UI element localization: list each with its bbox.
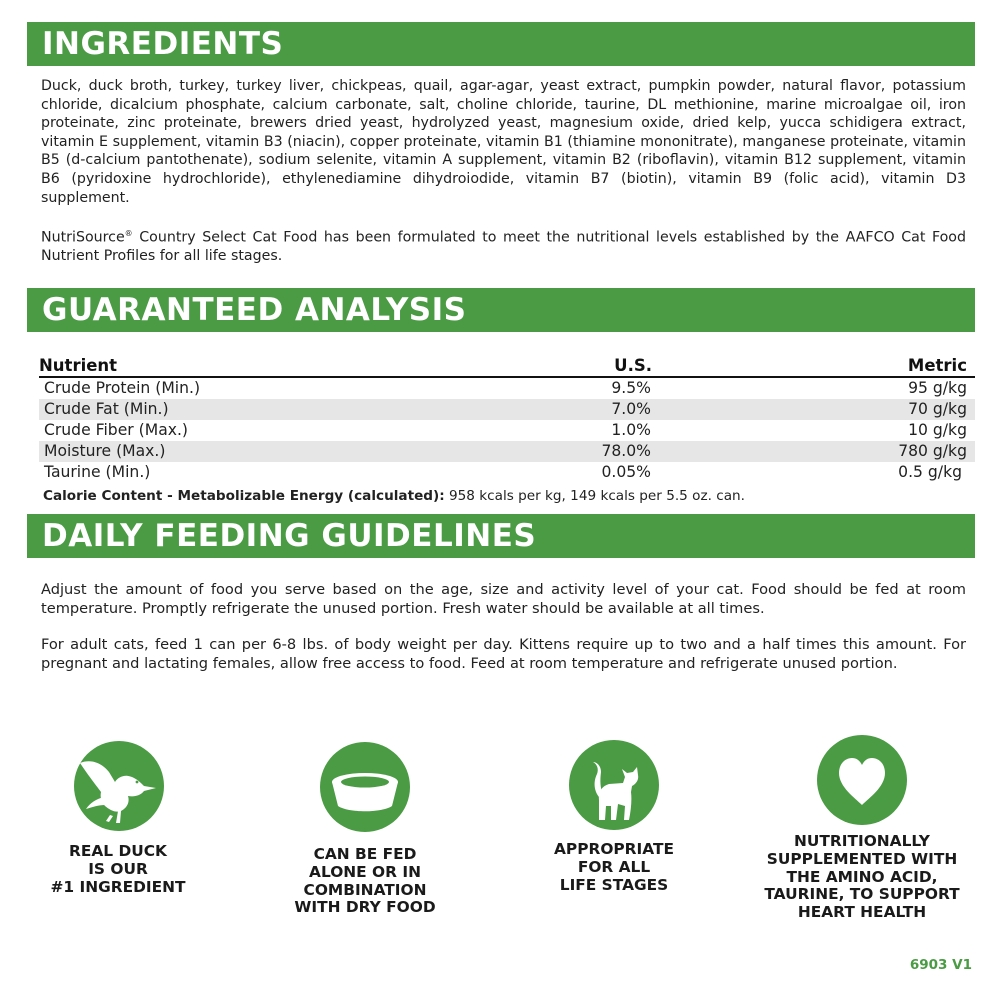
column-us: U.S. xyxy=(614,356,652,375)
us-value: 0.05% xyxy=(601,463,651,481)
calorie-value: 958 kcals per kg, 149 kcals per 5.5 oz. can. xyxy=(444,488,745,504)
table-row xyxy=(39,420,975,441)
aafco-text: Country Select Cat Food has been formulated to meet the nutritional levels established by the AAFCO Cat Food Nutrient Profiles for all life stages. xyxy=(41,229,966,265)
caption-line: WITH DRY FOOD xyxy=(294,898,436,917)
ingredients-banner xyxy=(27,22,975,66)
ingredients-heading: INGREDIENTS xyxy=(42,26,284,62)
caption-line: CAN BE FED xyxy=(313,845,417,863)
cat-icon xyxy=(569,740,659,830)
calorie-label: Calorie Content - Metabolizable Energy (calculated): xyxy=(43,488,445,504)
table-row xyxy=(39,399,975,420)
metric-value: 70 g/kg xyxy=(908,400,967,418)
caption-line: LIFE STAGES xyxy=(559,875,669,894)
metric-value: 780 g/kg xyxy=(898,442,967,460)
column-metric: Metric xyxy=(907,356,967,375)
caption-line: SUPPLEMENTED WITH xyxy=(766,849,958,868)
feature-caption-heart xyxy=(732,833,992,922)
us-value: 1.0% xyxy=(611,421,651,439)
us-value: 9.5% xyxy=(611,379,651,397)
metric-value: 10 g/kg xyxy=(908,421,967,439)
analysis-heading: GUARANTEED ANALYSIS xyxy=(42,292,467,328)
feature-caption-duck xyxy=(0,843,248,896)
duck-icon xyxy=(74,741,164,831)
feeding-paragraph-1: Adjust the amount of food you serve based on the age, size and activity level of your cat. Food should be fed at room temperature. Promptly refrigerate the unused portion. Fresh water should be available at all times. xyxy=(41,581,966,618)
caption-line: IS OUR xyxy=(88,859,148,878)
nutrient-name: Taurine (Min.) xyxy=(44,463,151,481)
ingredients-list: Duck, duck broth, turkey, turkey liver, chickpeas, quail, agar-agar, yeast extract, pumpkin powder, natural flavor, potassium chloride, dicalcium phosphate, calcium carbonate, salt, choline chloride, taurine, DL methionine, marine microalgae oil, iron proteinate, zinc proteinate, brewers dried yeast, hydrolyzed yeast, magnesium oxide, dried kelp, yucca schidigera extract, vitamin E supplement, vitamin B3 (niacin), copper proteinate, vitamin B1 (thiamine mononitrate), manganese proteinate, vitamin B5 (d-calcium pantothenate), sodium selenite, vitamin A supplement, vitamin B2 (riboflavin), vitamin B12 supplement, vitamin B6 (pyridoxine hydrochloride), ethylenediamine dihydroiodide, vitamin B7 (biotin), vitamin B9 (folic acid), vitamin D3 supplement. xyxy=(41,78,966,206)
caption-line: NUTRITIONALLY xyxy=(794,832,930,850)
nutrient-name: Moisture (Max.) xyxy=(44,442,166,460)
nutrient-name: Crude Fat (Min.) xyxy=(44,400,169,418)
feature-caption-cat xyxy=(484,841,744,894)
table-row xyxy=(39,441,975,462)
nutrient-name: Crude Protein (Min.) xyxy=(44,379,201,397)
table-row xyxy=(39,462,975,483)
caption-line: COMBINATION xyxy=(303,880,427,899)
caption-line: REAL DUCK xyxy=(69,842,167,860)
food-bowl-icon xyxy=(320,742,410,832)
caption-line: FOR ALL xyxy=(577,857,651,876)
metric-value: 0.5 g/kg xyxy=(898,463,962,481)
analysis-banner xyxy=(27,288,975,332)
feeding-paragraph-2: For adult cats, feed 1 can per 6-8 lbs. of body weight per day. Kittens require up to two and a half times this amount. For pregnant and lactating females, allow free access to food. Feed at room temperature and refrigerate unused portion. xyxy=(41,636,966,673)
aafco-statement xyxy=(41,225,966,266)
caption-line: APPROPRIATE xyxy=(554,840,674,858)
table-row xyxy=(39,378,975,399)
calorie-content xyxy=(43,487,745,505)
heart-icon xyxy=(817,735,907,825)
metric-value: 95 g/kg xyxy=(908,379,967,397)
registered-mark: ® xyxy=(124,229,133,238)
feature-caption-bowl xyxy=(235,846,495,917)
version-code: 6903 V1 xyxy=(909,957,972,973)
brand-name: NutriSource xyxy=(41,229,125,246)
caption-line: THE AMINO ACID, xyxy=(786,867,938,886)
caption-line: #1 INGREDIENT xyxy=(50,877,186,896)
feeding-heading: DAILY FEEDING GUIDELINES xyxy=(42,518,537,554)
analysis-table-header xyxy=(39,356,967,376)
caption-line: HEART HEALTH xyxy=(797,903,927,922)
caption-line: TAURINE, TO SUPPORT xyxy=(764,885,960,904)
column-nutrient: Nutrient xyxy=(39,356,118,375)
us-value: 78.0% xyxy=(601,442,651,460)
nutrient-name: Crude Fiber (Max.) xyxy=(44,421,189,439)
us-value: 7.0% xyxy=(611,400,651,418)
caption-line: ALONE OR IN xyxy=(309,862,421,881)
feeding-banner xyxy=(27,514,975,558)
